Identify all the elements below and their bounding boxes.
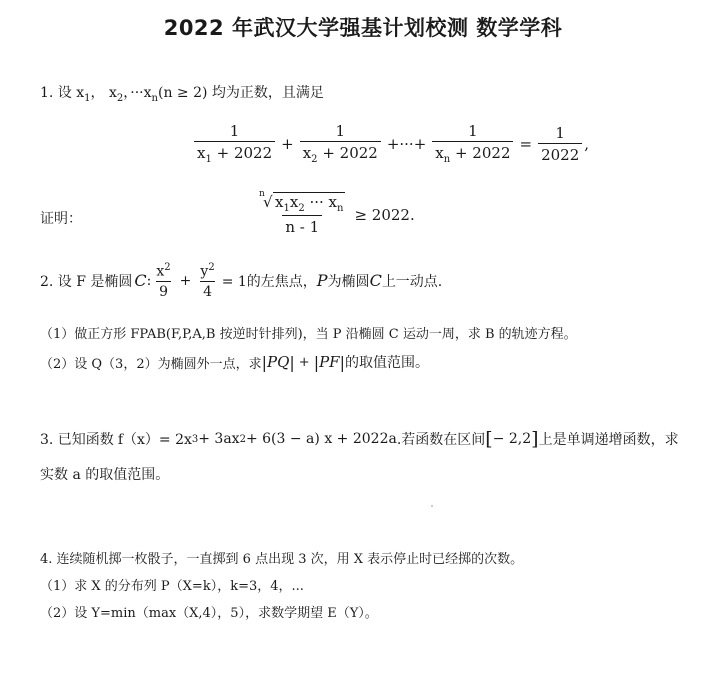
- nth-root-symbol: n √ $x_1x_2$ ··· $x_n$: [259, 189, 344, 214]
- problem-4-part-2: （2）设 Y=min（max（X,4），5），求数学期望 E（Y）。: [40, 606, 378, 621]
- fraction-term-1: $\frac{1}{x_1 + 2022}$: [194, 122, 275, 165]
- proof-label: 证明：: [40, 211, 82, 227]
- ellipse-y-term: $\frac{y^2}{4}$: [200, 262, 215, 300]
- problem-1-equation: $\frac{1}{x_1 + 2022}$ + $\frac{1}{x_2 + 2022}$ +···+ $\frac{1}{x_n + 2022}$ = $\frac{1}{2022}$ ,: [192, 122, 589, 165]
- scan-speck: [431, 505, 433, 507]
- problem-3-statement: 3. 已知函数 f（x）= 2x 3 + 3ax 2 + 6(3 − a) x + 2022a .若函数在区间 [ − 2,2 ] 上是单调递增函数，求: [40, 428, 679, 450]
- fraction-rhs: $\frac{1}{2022}$: [538, 124, 582, 164]
- problem-3-line-2: 实数 a 的取值范围。: [40, 467, 170, 483]
- proof-inequality: n √ $x_1x_2$ ··· $x_n$ n - 1 ≥ 2022.: [259, 189, 415, 236]
- problem-2-part-1: （1）做正方形 FPAB(F,P,A,B 按逆时针排列)，当 P 沿椭圆 C 运动一周，求 B 的轨迹方程。: [40, 327, 577, 342]
- fraction-term-2: $\frac{1}{x_2 + 2022}$: [300, 122, 381, 165]
- document-title: 2022 年武汉大学强基计划校测 数学学科: [163, 16, 563, 40]
- problem-2-part-2: （2）设 Q（3，2）为椭圆外一点，求 | PQ | + | PF | 的取值范围。: [40, 352, 429, 372]
- problem-4-part-1: （1）求 X 的分布列 P（X=k），k=3，4，...: [40, 579, 304, 594]
- fraction-term-n: $\frac{1}{x_n + 2022}$: [432, 122, 513, 165]
- ellipse-x-term: $\frac{x^2}{9}$: [156, 262, 171, 300]
- problem-2-statement: 2. 设 F 是椭圆 C : $\frac{x^2}{9}$ + $\frac{y^2}{4}$ = 1的左焦点， P 为椭圆 C 上一动点.: [40, 262, 443, 300]
- problem-4-statement: 4. 连续随机掷一枚骰子，一直掷到 6 点出现 3 次，用 X 表示停止时已经掷的次数。: [40, 552, 524, 567]
- problem-1-statement: 1. 设 $x_1$， $x_2$，$\cdot\cdot\cdot x_n(n \ge 2)$ 均为正数，且满足: [40, 85, 324, 104]
